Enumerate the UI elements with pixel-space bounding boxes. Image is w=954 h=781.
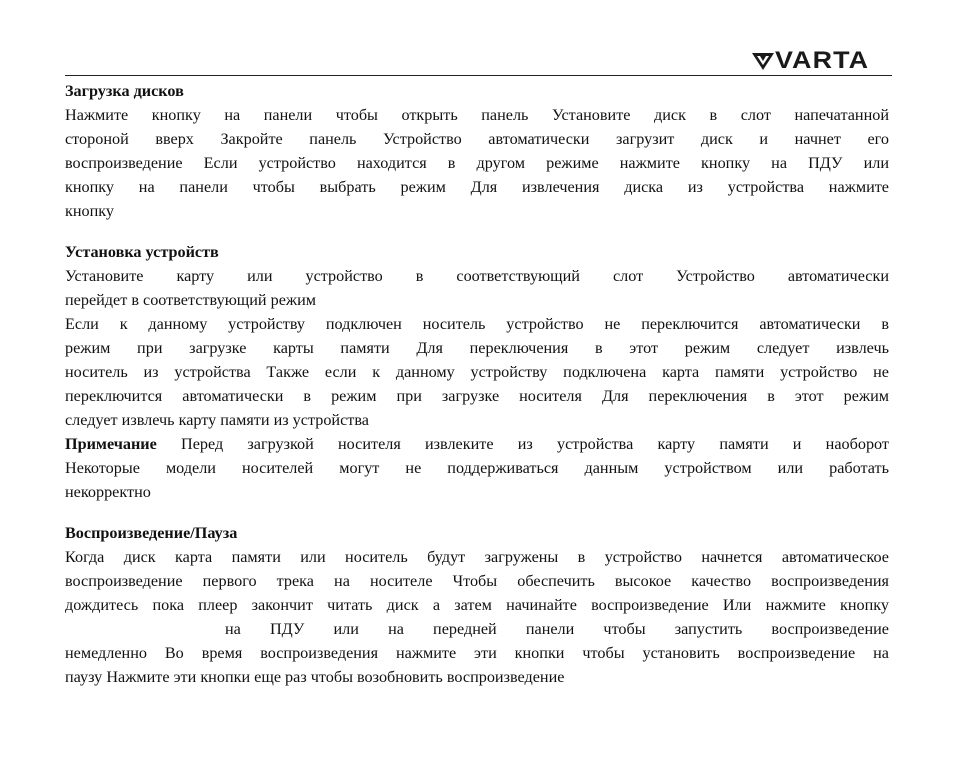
text-line: Установите карту или устройство в соответствующий слот Устройство автоматически bbox=[65, 267, 889, 285]
text-line: кнопку bbox=[65, 202, 115, 220]
text-line: стороной вверх Закройте панель Устройство автоматически загрузит диск и начнет его bbox=[65, 130, 889, 148]
text-line: немедленно Во время воспроизведения нажмите эти кнопки чтобы установить воспроизведение на bbox=[65, 644, 889, 662]
text-line: воспроизведение Если устройство находится в другом режиме нажмите кнопку на ПДУ или bbox=[65, 154, 889, 172]
varta-logo bbox=[752, 47, 870, 74]
section-title-disc-loading: Загрузка дисков bbox=[65, 82, 184, 100]
text-line: переключится автоматически в режим при загрузке носителя Для переключения в этот режим bbox=[65, 387, 889, 405]
varta-chevron-logo-icon bbox=[752, 51, 774, 71]
text-line: режим при загрузке карты памяти Для переключения в этот режим следует извлечь bbox=[65, 339, 889, 357]
text-line: кнопку на панели чтобы выбрать режим Для извлечения диска из устройства нажмите bbox=[65, 178, 889, 196]
text-line: воспроизведение первого трека на носителе Чтобы обеспечить высокое качество воспроизведения bbox=[65, 572, 889, 590]
text-line: паузу Нажмите эти кнопки еще раз чтобы возобновить воспроизведение bbox=[65, 668, 565, 686]
section-title-device-install: Установка устройств bbox=[65, 243, 219, 261]
paragraph-gap bbox=[65, 504, 889, 521]
text-line: дождитесь пока плеер закончит читать диск а затем начинайте воспроизведение Или нажмите кнопку bbox=[65, 596, 889, 614]
header-divider bbox=[65, 75, 892, 76]
note-label: Примечание bbox=[65, 435, 157, 453]
note-text: Перед загрузкой носителя извлеките из устройства карту памяти и наоборот bbox=[181, 435, 889, 453]
text-line: Если к данному устройству подключен носитель устройство не переключится автоматически в bbox=[65, 315, 889, 333]
section-title-playback-pause: Воспроизведение/Пауза bbox=[65, 524, 238, 542]
text-line: Когда диск карта памяти или носитель будут загружены в устройство начнется автоматическое bbox=[65, 548, 889, 566]
text-line: Некоторые модели носителей могут не поддерживаться данным устройством или работать bbox=[65, 459, 889, 477]
text-line: носитель из устройства Также если к данному устройству подключена карта памяти устройство не bbox=[65, 363, 889, 381]
text-line: Нажмите кнопку на панели чтобы открыть панель Установите диск в слот напечатанной bbox=[65, 106, 889, 124]
text-line: перейдет в соответствующий режим bbox=[65, 291, 317, 309]
paragraph-gap bbox=[65, 223, 889, 240]
text-line: на ПДУ или на передней панели чтобы запустить воспроизведение bbox=[225, 620, 889, 638]
text-line: следует извлечь карту памяти из устройства bbox=[65, 411, 369, 429]
note-line bbox=[65, 432, 889, 456]
logo-text: VARTA bbox=[775, 47, 870, 74]
document-body bbox=[65, 79, 889, 689]
text-line: некорректно bbox=[65, 483, 151, 501]
